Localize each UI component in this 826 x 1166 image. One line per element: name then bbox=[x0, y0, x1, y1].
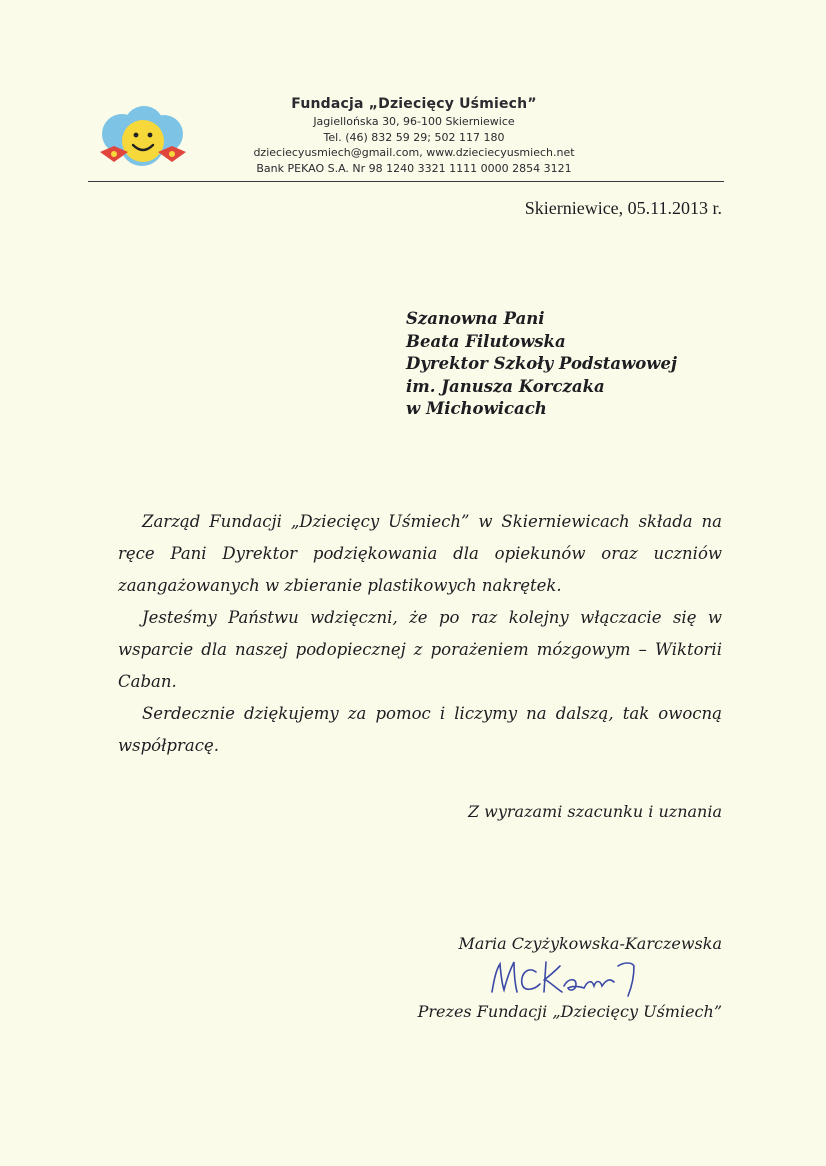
closing-phrase: Z wyrazami szacunku i uznania bbox=[467, 802, 722, 821]
addressee-line: im. Janusza Korczaka bbox=[406, 376, 605, 396]
organization-contact: dzieciecyusmiech@gmail.com, www.dzieciecyusmiech.net bbox=[253, 146, 575, 159]
body-paragraph: Jesteśmy Państwu wdzięczni, że po raz kolejny włączacie się w wsparcie dla naszej podopiecznej z porażeniem mózgowym – Wiktorii Caban. bbox=[118, 608, 722, 691]
body-paragraph: Zarząd Fundacji „Dziecięcy Uśmiech” w Skierniewicach składa na ręce Pani Dyrektor podziękowania dla opiekunów oraz uczniów zaangażowanych w zbieranie plastikowych nakrętek. bbox=[118, 512, 722, 595]
organization-name: Fundacja „Dziecięcy Uśmiech” bbox=[291, 96, 537, 112]
addressee-line: Dyrektor Szkoły Podstawowej bbox=[406, 354, 677, 373]
letterhead-divider bbox=[88, 181, 724, 182]
addressee-line: Beata Filutowska bbox=[406, 331, 566, 351]
letter-date: Skierniewice, 05.11.2013 r. bbox=[524, 198, 722, 218]
handwritten-signature bbox=[484, 952, 654, 1002]
organization-bank: Bank PEKAO S.A. Nr 98 1240 3321 1111 0000 2854 3121 bbox=[256, 161, 572, 175]
letter-body bbox=[118, 506, 722, 762]
logo-face bbox=[122, 120, 164, 162]
signer-name: Maria Czyżykowska-Karczewska bbox=[458, 934, 722, 953]
letterhead bbox=[210, 94, 618, 176]
body-paragraph: Serdecznie dziękujemy za pomoc i liczymy na dalszą, tak owocną współpracę. bbox=[118, 704, 722, 755]
addressee-block bbox=[406, 308, 677, 421]
addressee-line: w Michowicach bbox=[406, 399, 547, 418]
organization-address: Jagiellońska 30, 96-100 Skierniewice bbox=[313, 115, 515, 128]
signer-role: Prezes Fundacji „Dziecięcy Uśmiech” bbox=[417, 1002, 722, 1021]
foundation-logo-icon bbox=[92, 104, 192, 174]
addressee-line: Szanowna Pani bbox=[406, 309, 545, 328]
organization-phone: Tel. (46) 832 59 29; 502 117 180 bbox=[323, 130, 505, 144]
